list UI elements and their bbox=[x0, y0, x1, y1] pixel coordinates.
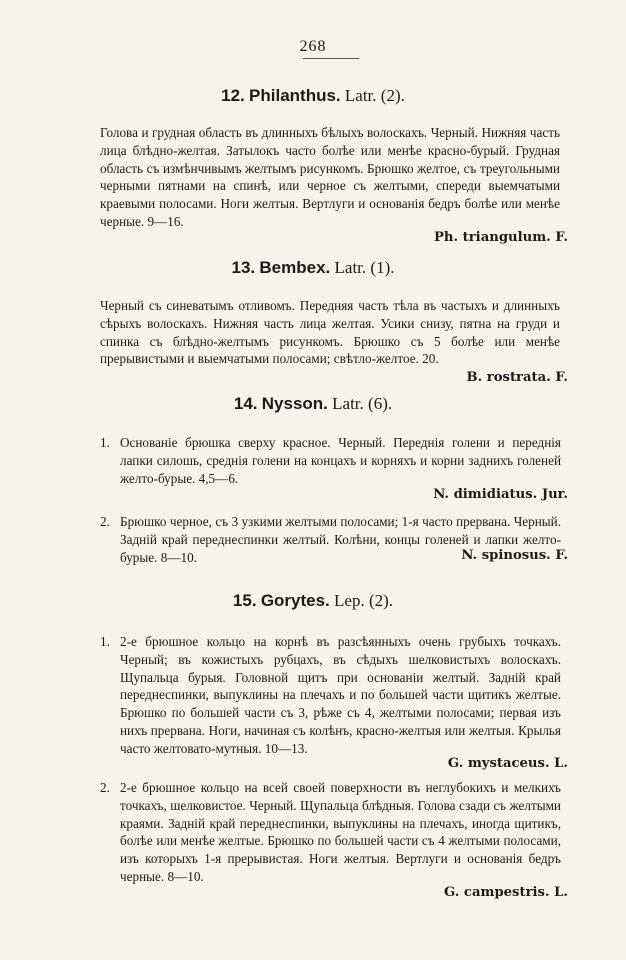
item-marker: 2. bbox=[100, 514, 110, 529]
section-number: 12. bbox=[221, 86, 245, 105]
section-heading-15 bbox=[0, 591, 626, 611]
genus-name: Philanthus. bbox=[249, 86, 341, 105]
section-text-12: Голова и грудная область въ длинныхъ бѣлыхъ волоскахъ. Черный. Нижняя часть лица блѣдно-желтая. Затылокъ часто болѣе или менѣе красно-бурый. Грудная область съ измѣнчивымъ желтымъ рисункомъ. Брюшко желтое, съ треугольными черными пятнами на спинѣ, или черное съ желтыми, спереди выемчатыми краевыми полосами. Ноги желтыя. Вертлуги и основанія бедръ болѣе или менѣе черные. 9—16. bbox=[100, 125, 560, 229]
item-text: Основаніе брюшка сверху красное. Черный. Переднія голени и переднія лапки силошь, среднія голени на концахъ и корняхъ и корни заднихъ голеней желто-бурые. 4,5—6. bbox=[120, 435, 561, 486]
genus-author: Latr. (2). bbox=[344, 86, 405, 105]
genus-author: Latr. (1). bbox=[334, 258, 395, 277]
genus-name: Gorytes. bbox=[260, 591, 330, 610]
item-marker: 2. bbox=[100, 780, 110, 795]
section-number: 13. bbox=[231, 258, 256, 277]
item-text: 2-е брюшное кольцо на корнѣ въ разсѣянныхъ очень грубыхъ точкахъ. Черный; въ кожистыхъ рубцахъ, въ сѣдыхъ шелковистыхъ волоскахъ. Щупальца бурыя. Головной щитъ при основаніи желтый. Задній край переднеспинки, выпуклины на плечахъ и по большей части щитикъ желтые. Брюшко по большей части съ 3, рѣже съ 4, желтыми полосами; первая изъ нихъ прервана. Ноги, начиная съ колѣнъ, красно-желтыя или желтыя. Крылья часто желтовато-мутныя. 10—13. bbox=[120, 634, 561, 756]
section-text-13: Черный съ синеватымъ отливомъ. Передняя часть тѣла въ частыхъ и длинныхъ сѣрыхъ волоскахъ. Нижняя часть лица желтая. Усики снизу, пятна на груди и спинка съ блѣдно-желтымъ рисункомъ. Брюшко съ 5 болѣе или менѣе прерывистыми и выемчатыми полосами; свѣтло-желтое. 20. bbox=[100, 298, 560, 367]
section-heading-13 bbox=[0, 258, 626, 278]
section-heading-14 bbox=[0, 394, 626, 414]
section-heading-12 bbox=[0, 86, 626, 106]
genus-name: Nysson. bbox=[261, 394, 328, 413]
species-name: B. rostrata. F. bbox=[466, 370, 568, 385]
item-text: Брюшко черное, съ 3 узкими желтыми полосами; 1-я часто прервана. Черный. Задній край переднеспинки желтый. Колѣни, концы голеней и лапки желто-бурые. 8—10. bbox=[120, 514, 561, 565]
genus-author: Latr. (6). bbox=[332, 394, 393, 413]
genus-author: Lep. (2). bbox=[334, 591, 394, 610]
section-number: 15. bbox=[232, 591, 257, 610]
page-number: 268 bbox=[299, 38, 327, 55]
species-name: N. dimidiatus. Jur. bbox=[433, 487, 568, 502]
species-name: G. mystaceus. L. bbox=[447, 756, 568, 771]
section-number: 14. bbox=[233, 394, 258, 413]
item-marker: 1. bbox=[100, 435, 110, 450]
species-name: G. campestris. L. bbox=[443, 885, 568, 900]
species-name: N. spinosus. F. bbox=[461, 548, 568, 563]
genus-name: Bembex. bbox=[259, 258, 331, 277]
species-name: Ph. triangulum. F. bbox=[433, 230, 568, 245]
page-number-rule bbox=[303, 58, 359, 59]
item-marker: 1. bbox=[100, 634, 110, 649]
item-text: 2-е брюшное кольцо на всей своей поверхности въ неглубокихъ и мелкихъ точкахъ, шелковистое. Черный. Щупальца блѣдныя. Голова сзади съ желтыми краями. Задній край переднеспинки, выпуклины на плечахъ, иногда щитикъ, болѣе или менѣе желтые. Брюшко по большей части съ 4 желтыми полосами, изъ которыхъ 1-я прерывистая. Ноги желтыя. Вертлуги и основанія бедръ черные. 8—10. bbox=[120, 780, 561, 884]
